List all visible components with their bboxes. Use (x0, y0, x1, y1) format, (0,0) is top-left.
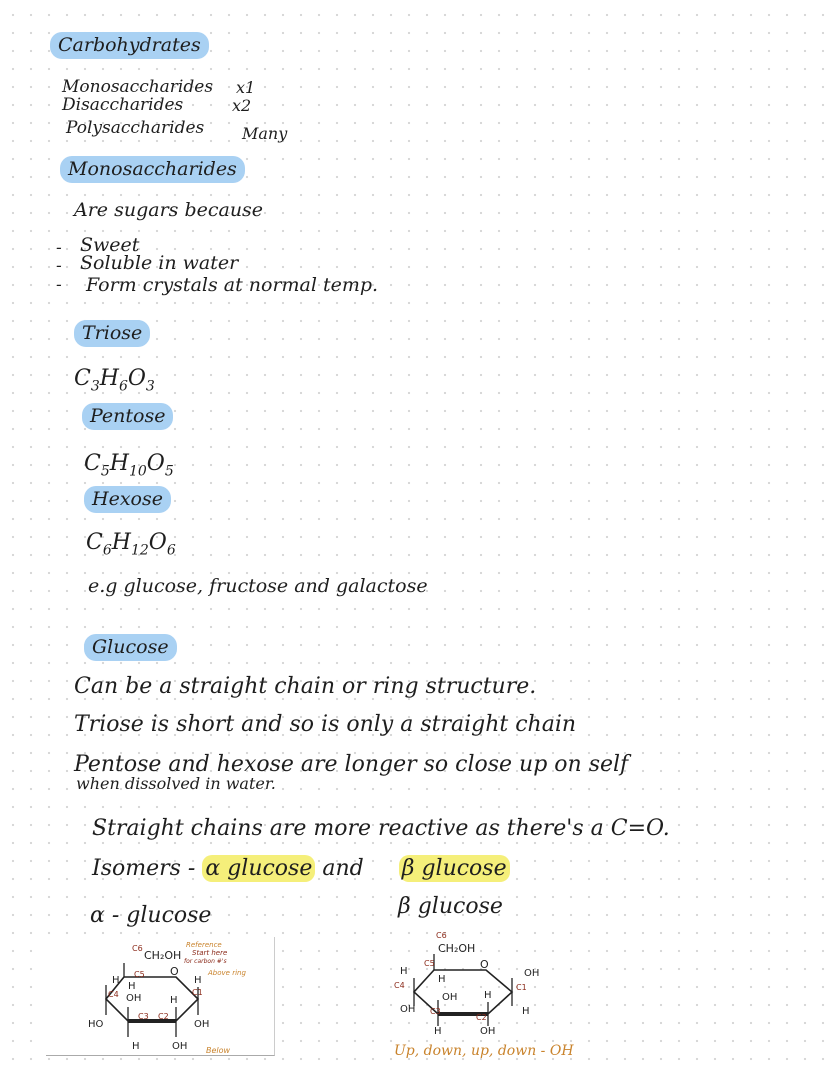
beta-glucose-ring (376, 930, 576, 1034)
hexose-example: e.g glucose, fructose and galactose (88, 575, 428, 597)
hexose-formula: $C_6H_{12}O_6$ (86, 530, 176, 559)
alpha-h-c5: H (128, 981, 136, 992)
beta-h-c1: H (522, 1006, 530, 1017)
type-monosaccharides-count: x1 (236, 78, 256, 97)
heading-hexose: Hexose (84, 486, 171, 513)
alpha-h-bottom: H (132, 1041, 140, 1052)
type-polysaccharides-count: Many (242, 124, 288, 143)
alpha-glucose-diagram (46, 937, 275, 1056)
alpha-oh-c1: OH (194, 1019, 210, 1030)
beta-oh-c3: OH (442, 992, 458, 1003)
beta-top-group: CH₂OH (438, 942, 476, 955)
beta-oh-c1: OH (524, 968, 540, 979)
beta-glucose-highlight: β glucose (399, 855, 510, 882)
alpha-oh-bottom: OH (172, 1041, 188, 1052)
alpha-c5-label: C5 (134, 970, 145, 979)
alpha-glucose-ring (46, 937, 274, 1055)
bullet-soluble: Soluble in water (80, 252, 239, 274)
type-polysaccharides: Polysaccharides (66, 118, 205, 138)
bullet-dash: - (56, 275, 62, 295)
beta-oh-bottom: OH (480, 1026, 496, 1034)
beta-c2-label: C2 (476, 1013, 487, 1022)
triose-formula: $C_3H_6O_3$ (74, 366, 155, 395)
beta-oh-c4: OH (400, 1004, 416, 1015)
beta-c3-label: C3 (430, 1007, 441, 1016)
heading-carbohydrates: Carbohydrates (50, 32, 209, 59)
heading-monosaccharides: Monosaccharides (60, 156, 245, 183)
alpha-c4-label: C4 (108, 990, 119, 999)
glucose-line-2: Triose is short and so is only a straight chain (74, 712, 577, 737)
beta-c4-label: C4 (394, 981, 405, 990)
bullet-crystals: Form crystals at normal temp. (86, 274, 379, 296)
glucose-line-3-sub: when dissolved in water. (76, 774, 276, 793)
type-disaccharides: Disaccharides (62, 95, 184, 115)
type-monosaccharides: Monosaccharides (62, 77, 214, 97)
alpha-c2-label: C2 (158, 1012, 169, 1021)
alpha-c6-label: C6 (132, 944, 143, 953)
alpha-note-above: Above ring (208, 969, 246, 977)
alpha-note-below: Below (206, 1046, 231, 1055)
sugars-intro: Are sugars because (74, 199, 264, 221)
alpha-glucose-title: α - glucose (90, 903, 212, 928)
beta-c6-label: C6 (436, 931, 447, 940)
alpha-note-reference: Reference (186, 941, 222, 949)
beta-h-c4: H (438, 974, 446, 985)
alpha-glucose-highlight: α glucose (202, 855, 315, 882)
isomers-prefix: Isomers - (92, 856, 196, 881)
heading-glucose: Glucose (84, 634, 177, 661)
beta-h-bottom: H (434, 1026, 442, 1034)
bullet-sweet: Sweet (80, 234, 140, 256)
glucose-line-3: Pentose and hexose are longer so close up on self (74, 752, 629, 777)
type-disaccharides-count: x2 (232, 96, 252, 115)
alpha-ho: HO (88, 1019, 104, 1030)
beta-c1-label: C1 (516, 983, 527, 992)
bullet-dash: - (56, 238, 62, 258)
pentose-formula: $C_5H_{10}O_5$ (84, 451, 174, 480)
alpha-h-left: H (112, 975, 120, 986)
beta-glucose-title: β glucose (398, 894, 503, 919)
alpha-h-c3: H (170, 995, 178, 1006)
beta-ring-o: O (480, 958, 489, 971)
beta-c5-label: C5 (424, 959, 435, 968)
isomers-line (92, 858, 510, 880)
beta-h-c2: H (484, 990, 492, 1001)
isomers-and: and (322, 856, 364, 881)
bullet-dash: - (56, 256, 62, 276)
beta-h-c5: H (400, 966, 408, 977)
alpha-note-carbon: for carbon #'s (184, 958, 227, 965)
heading-pentose: Pentose (82, 403, 173, 430)
alpha-ring-o: O (170, 965, 179, 978)
alpha-c3-label: C3 (138, 1012, 149, 1021)
alpha-c1-label: C1 (192, 988, 203, 997)
glucose-line-1: Can be a straight chain or ring structure. (74, 674, 537, 699)
beta-caption: Up, down, up, down - OH (394, 1043, 574, 1059)
glucose-line-4: Straight chains are more reactive as there's a C=O. (92, 816, 670, 841)
heading-triose: Triose (74, 320, 150, 347)
alpha-h-right: H (194, 975, 202, 986)
alpha-note-start-here: Start here (192, 949, 228, 957)
alpha-top-group: CH₂OH (144, 949, 182, 962)
alpha-oh-c4: OH (126, 993, 142, 1004)
